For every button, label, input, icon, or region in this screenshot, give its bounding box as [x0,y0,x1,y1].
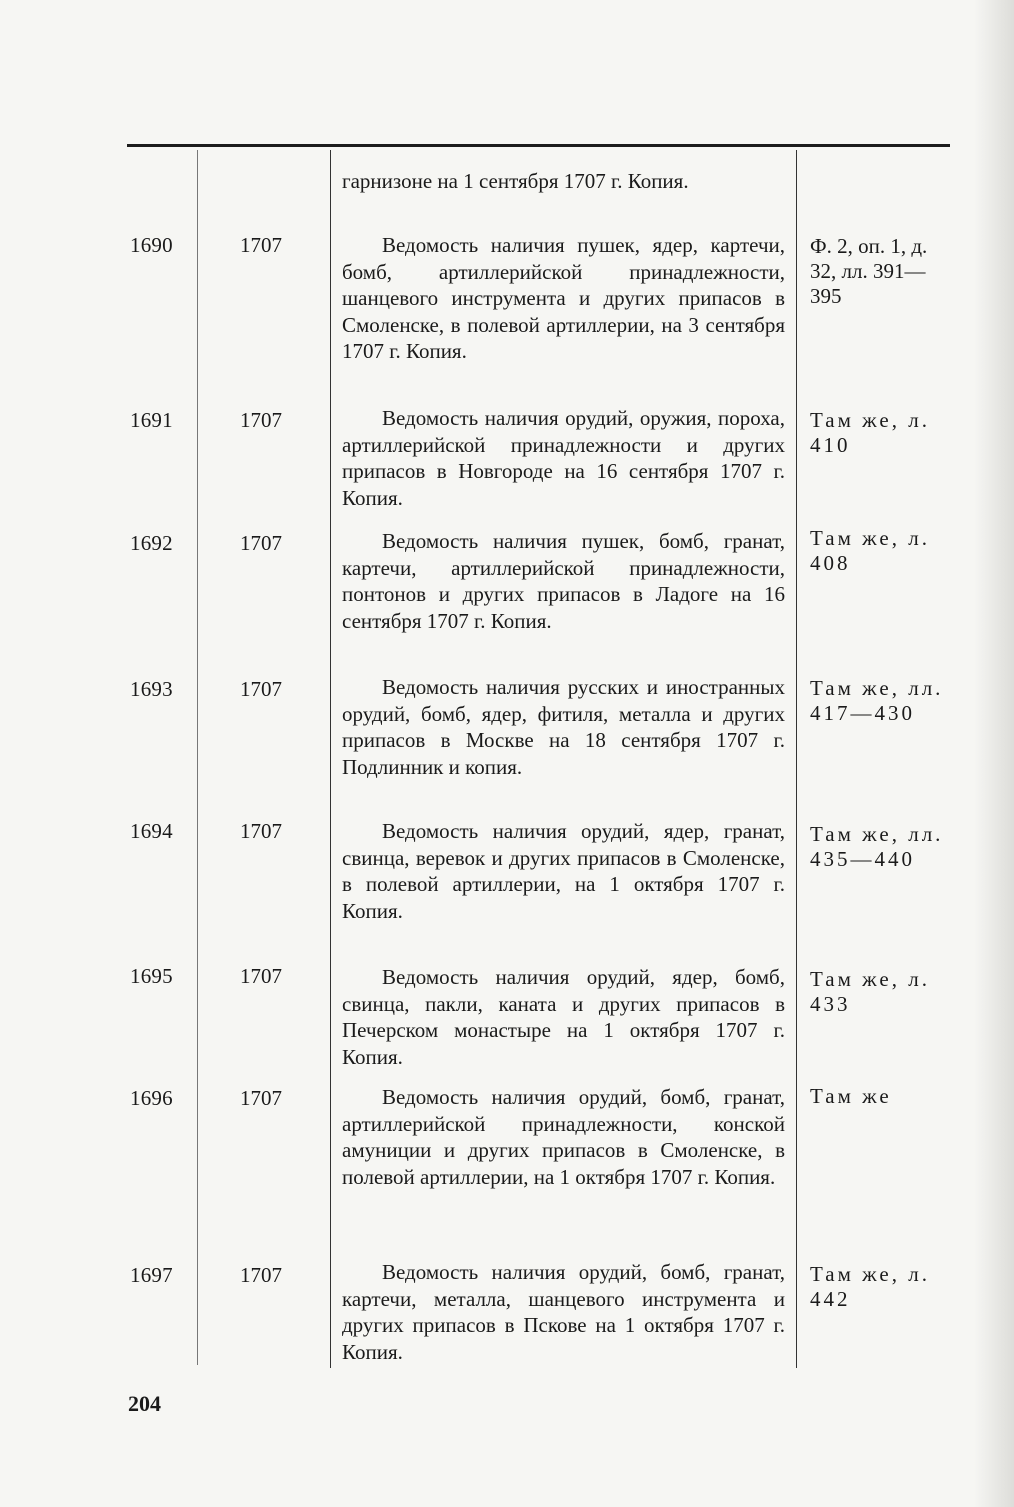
entry-description: Ведомость наличия орудий, бомб, гранат, артиллерийской принадлежности, конской амуниции и других припасов в Смоленске, в полевой артиллерии, на 1 октября 1707 г. Копия. [342,1085,785,1189]
entry-year: 1707 [240,1263,282,1287]
entry-description: Ведомость наличия пушек, бомб, гранат, картечи, артиллерийской принадлежности, понтонов и других припасов в Ладоге на 16 сентября 1707 г. Копия. [342,529,785,633]
entry-number: 1693 [130,677,173,701]
page-edge-shadow [974,0,1014,1507]
entry-number: 1692 [130,531,173,555]
entry-year: 1707 [240,677,282,701]
table-top-rule [127,144,950,147]
entry-reference: Там же, л. 408 [810,526,930,575]
entry-year: 1707 [240,233,282,257]
column-divider-2 [330,150,331,1368]
entry-year: 1707 [240,819,282,843]
entry-reference: Там же, лл. 435—440 [810,822,944,871]
entry-description: Ведомость наличия пушек, ядер, картечи, бомб, артиллерийской принадлежности, шанцевого инструмента и других припасов в Смоленске, в полевой артиллерии, на 3 сентября 1707 г. Копия. [342,233,785,364]
entry-reference: Там же, л. 410 [810,408,930,457]
entry-number: 1696 [130,1086,173,1110]
entry-year: 1707 [240,408,282,432]
column-divider-1 [197,150,198,1365]
entry-description: Ведомость наличия русских и иностранных орудий, бомб, ядер, фитиля, металла и других припасов в Москве на 18 сентября 1707 г. Подлинник и копия. [342,675,785,779]
entry-number: 1697 [130,1263,173,1287]
entry-year: 1707 [240,1086,282,1110]
entry-reference: Там же, л. 433 [810,967,930,1016]
entry-year: 1707 [240,531,282,555]
entry-reference: Там же [810,1084,892,1108]
page-number: 204 [128,1391,161,1416]
entry-reference: Там же, л. 442 [810,1262,930,1311]
continuation-description: гарнизоне на 1 сентября 1707 г. Копия. [342,169,689,193]
column-divider-3 [796,150,797,1368]
entry-number: 1694 [130,819,173,843]
entry-number: 1691 [130,408,173,432]
entry-description: Ведомость наличия орудий, бомб, гранат, картечи, металла, шанцевого инструмента и других припасов в Пскове на 1 октября 1707 г. Копия. [342,1260,785,1364]
entry-number: 1690 [130,233,173,257]
entry-year: 1707 [240,964,282,988]
entry-description: Ведомость наличия орудий, ядер, гранат, свинца, веревок и других припасов в Смоленске, в полевой артиллерии, на 1 октября 1707 г. Копия. [342,819,785,923]
entry-reference: Ф. 2, оп. 1, д. 32, лл. 391—395 [810,234,928,308]
entry-description: Ведомость наличия орудий, оружия, пороха, артиллерийской принадлежности и других припасов в Новгороде на 16 сентября 1707 г. Копия. [342,406,785,510]
entry-number: 1695 [130,964,173,988]
entry-description: Ведомость наличия орудий, ядер, бомб, свинца, пакли, каната и других припасов в Печерском монастыре на 1 октября 1707 г. Копия. [342,965,785,1069]
entry-reference: Там же, лл. 417—430 [810,676,944,725]
